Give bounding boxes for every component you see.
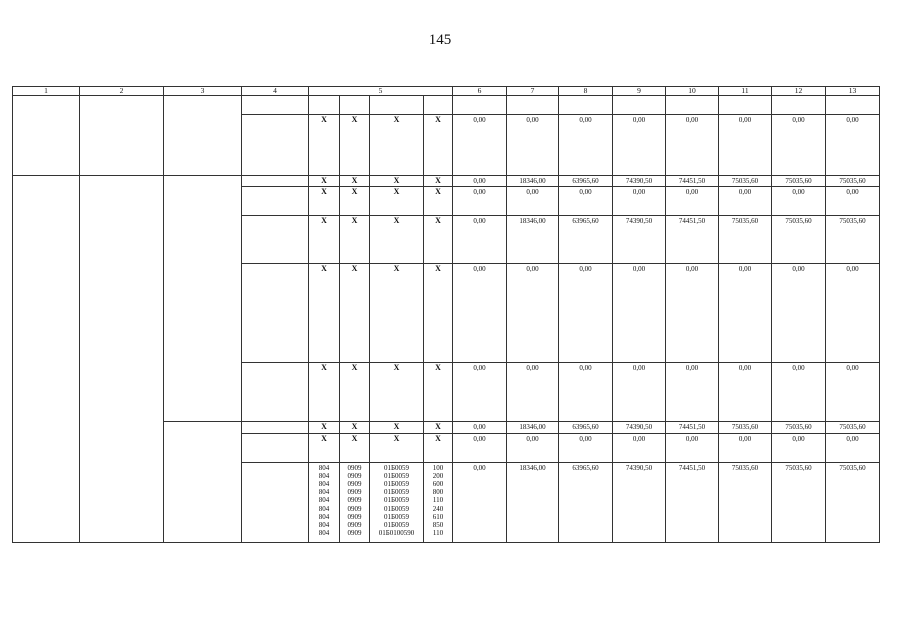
value-cell: 0,00 bbox=[453, 433, 507, 462]
value-cell: 0,00 bbox=[453, 187, 507, 216]
page-number: 145 bbox=[428, 32, 452, 48]
x-mark: X bbox=[370, 264, 424, 363]
value-cell: 75035,60 bbox=[826, 216, 880, 264]
x-mark: X bbox=[370, 363, 424, 422]
funding-source-cell bbox=[242, 462, 309, 542]
funding-source-cell bbox=[242, 115, 309, 176]
funding-source-cell bbox=[242, 216, 309, 264]
x-mark: X bbox=[424, 115, 453, 176]
value-cell: 0,00 bbox=[507, 115, 559, 176]
x-mark: X bbox=[370, 176, 424, 187]
x-mark: X bbox=[340, 264, 370, 363]
value-cell: 74451,50 bbox=[666, 216, 719, 264]
value-cell: 18346,00 bbox=[507, 176, 559, 187]
value-cell: 0,00 bbox=[666, 115, 719, 176]
x-mark: X bbox=[309, 363, 340, 422]
value-cell: 0,00 bbox=[453, 216, 507, 264]
x-mark: X bbox=[309, 115, 340, 176]
value-cell: 63965,60 bbox=[559, 422, 613, 433]
x-mark: X bbox=[309, 176, 340, 187]
value-cell: 0,00 bbox=[666, 187, 719, 216]
value-cell bbox=[666, 96, 719, 115]
value-cell: 0,00 bbox=[613, 433, 666, 462]
value-cell: 74390,50 bbox=[613, 462, 666, 542]
x-mark: X bbox=[309, 216, 340, 264]
header-cell: 5 bbox=[309, 87, 453, 96]
event-label-cell bbox=[13, 176, 80, 542]
header-cell: 4 bbox=[242, 87, 309, 96]
code-list-cell: 01Б0059 01Б0059 01Б0059 01Б0059 01Б0059 01Б0059 01Б0059 01Б0059 01Б0100590 bbox=[370, 462, 424, 542]
funding-source-cell bbox=[242, 433, 309, 462]
value-cell: 74451,50 bbox=[666, 422, 719, 433]
value-cell: 0,00 bbox=[453, 462, 507, 542]
value-cell bbox=[559, 96, 613, 115]
value-cell: 0,00 bbox=[453, 422, 507, 433]
value-cell: 0,00 bbox=[453, 363, 507, 422]
value-cell bbox=[613, 96, 666, 115]
table-row bbox=[13, 96, 880, 115]
funding-source-cell bbox=[242, 187, 309, 216]
header-cell: 10 bbox=[666, 87, 719, 96]
value-cell: 75035,60 bbox=[772, 422, 826, 433]
value-cell: 75035,60 bbox=[772, 462, 826, 542]
x-mark: X bbox=[424, 363, 453, 422]
value-cell: 0,00 bbox=[559, 363, 613, 422]
value-cell: 75035,60 bbox=[826, 422, 880, 433]
value-cell: 74451,50 bbox=[666, 176, 719, 187]
x-mark: X bbox=[424, 176, 453, 187]
value-cell: 0,00 bbox=[666, 433, 719, 462]
x-mark: X bbox=[340, 422, 370, 433]
value-cell: 0,00 bbox=[719, 363, 772, 422]
value-cell: 75035,60 bbox=[719, 462, 772, 542]
funding-source-cell bbox=[242, 422, 309, 433]
value-cell: 18346,00 bbox=[507, 216, 559, 264]
x-mark: X bbox=[340, 216, 370, 264]
x-mark: X bbox=[340, 176, 370, 187]
value-cell: 0,00 bbox=[772, 433, 826, 462]
value-cell: 75035,60 bbox=[772, 176, 826, 187]
x-mark: X bbox=[424, 433, 453, 462]
x-mark: X bbox=[370, 115, 424, 176]
value-cell: 0,00 bbox=[507, 187, 559, 216]
x-mark: X bbox=[340, 433, 370, 462]
value-cell: 0,00 bbox=[666, 363, 719, 422]
header-cell: 13 bbox=[826, 87, 880, 96]
code-cell bbox=[340, 96, 370, 115]
code-cell bbox=[370, 96, 424, 115]
value-cell: 0,00 bbox=[507, 433, 559, 462]
x-mark: X bbox=[309, 187, 340, 216]
header-cell: 2 bbox=[80, 87, 164, 96]
value-cell: 0,00 bbox=[719, 187, 772, 216]
value-cell: 75035,60 bbox=[826, 176, 880, 187]
value-cell: 0,00 bbox=[772, 363, 826, 422]
executor-cell bbox=[164, 422, 242, 542]
budget-table bbox=[12, 86, 880, 543]
value-cell: 0,00 bbox=[613, 363, 666, 422]
value-cell: 0,00 bbox=[826, 363, 880, 422]
value-cell: 0,00 bbox=[719, 264, 772, 363]
value-cell: 63965,60 bbox=[559, 462, 613, 542]
x-mark: X bbox=[370, 433, 424, 462]
value-cell: 0,00 bbox=[826, 264, 880, 363]
value-cell: 0,00 bbox=[559, 187, 613, 216]
value-cell: 0,00 bbox=[826, 115, 880, 176]
x-mark: X bbox=[424, 216, 453, 264]
value-cell: 0,00 bbox=[613, 187, 666, 216]
value-cell: 0,00 bbox=[613, 264, 666, 363]
value-cell: 0,00 bbox=[559, 115, 613, 176]
x-mark: X bbox=[309, 433, 340, 462]
header-cell: 8 bbox=[559, 87, 613, 96]
header-cell: 11 bbox=[719, 87, 772, 96]
x-mark: X bbox=[370, 216, 424, 264]
header-cell: 9 bbox=[613, 87, 666, 96]
code-cell bbox=[424, 96, 453, 115]
value-cell: 0,00 bbox=[826, 433, 880, 462]
header-cell: 6 bbox=[453, 87, 507, 96]
value-cell: 75035,60 bbox=[719, 216, 772, 264]
value-cell: 74451,50 bbox=[666, 462, 719, 542]
value-cell: 75035,60 bbox=[826, 462, 880, 542]
x-mark: X bbox=[424, 187, 453, 216]
value-cell: 0,00 bbox=[719, 433, 772, 462]
value-cell: 0,00 bbox=[719, 115, 772, 176]
value-cell: 0,00 bbox=[453, 176, 507, 187]
description-cell bbox=[80, 96, 164, 176]
executor-cell bbox=[164, 96, 242, 176]
x-mark: X bbox=[370, 187, 424, 216]
header-cell: 12 bbox=[772, 87, 826, 96]
executor-cell bbox=[164, 176, 242, 422]
value-cell bbox=[453, 96, 507, 115]
value-cell: 74390,50 bbox=[613, 176, 666, 187]
value-cell bbox=[719, 96, 772, 115]
value-cell: 0,00 bbox=[613, 115, 666, 176]
value-cell: 75035,60 bbox=[719, 176, 772, 187]
code-list-cell: 0909 0909 0909 0909 0909 0909 0909 0909 0909 bbox=[340, 462, 370, 542]
x-mark: X bbox=[424, 422, 453, 433]
x-mark: X bbox=[370, 422, 424, 433]
x-mark: X bbox=[340, 115, 370, 176]
code-cell bbox=[309, 96, 340, 115]
header-cell: 3 bbox=[164, 87, 242, 96]
value-cell: 0,00 bbox=[826, 187, 880, 216]
value-cell: 75035,60 bbox=[719, 422, 772, 433]
value-cell: 74390,50 bbox=[613, 422, 666, 433]
value-cell bbox=[826, 96, 880, 115]
value-cell: 0,00 bbox=[772, 264, 826, 363]
value-cell: 75035,60 bbox=[772, 216, 826, 264]
value-cell: 63965,60 bbox=[559, 176, 613, 187]
value-cell: 18346,00 bbox=[507, 422, 559, 433]
value-cell: 0,00 bbox=[666, 264, 719, 363]
description-cell bbox=[80, 176, 164, 542]
funding-source-cell bbox=[242, 176, 309, 187]
value-cell: 63965,60 bbox=[559, 216, 613, 264]
value-cell bbox=[772, 96, 826, 115]
value-cell: 0,00 bbox=[772, 187, 826, 216]
header-cell: 1 bbox=[13, 87, 80, 96]
value-cell: 0,00 bbox=[453, 264, 507, 363]
x-mark: X bbox=[309, 422, 340, 433]
value-cell: 0,00 bbox=[559, 433, 613, 462]
x-mark: X bbox=[340, 363, 370, 422]
funding-source-cell bbox=[242, 363, 309, 422]
value-cell: 0,00 bbox=[559, 264, 613, 363]
value-cell: 0,00 bbox=[507, 363, 559, 422]
x-mark: X bbox=[340, 187, 370, 216]
value-cell bbox=[507, 96, 559, 115]
value-cell: 18346,00 bbox=[507, 462, 559, 542]
code-list-cell: 100 200 600 800 110 240 610 850 110 bbox=[424, 462, 453, 542]
header-row bbox=[13, 87, 880, 96]
value-cell: 0,00 bbox=[453, 115, 507, 176]
value-cell: 0,00 bbox=[772, 115, 826, 176]
header-cell: 7 bbox=[507, 87, 559, 96]
funding-source-cell bbox=[242, 96, 309, 115]
value-cell: 74390,50 bbox=[613, 216, 666, 264]
event-label-cell bbox=[13, 96, 80, 176]
x-mark: X bbox=[309, 264, 340, 363]
value-cell: 0,00 bbox=[507, 264, 559, 363]
code-list-cell: 804 804 804 804 804 804 804 804 804 bbox=[309, 462, 340, 542]
table-row bbox=[13, 176, 880, 187]
funding-source-cell bbox=[242, 264, 309, 363]
x-mark: X bbox=[424, 264, 453, 363]
